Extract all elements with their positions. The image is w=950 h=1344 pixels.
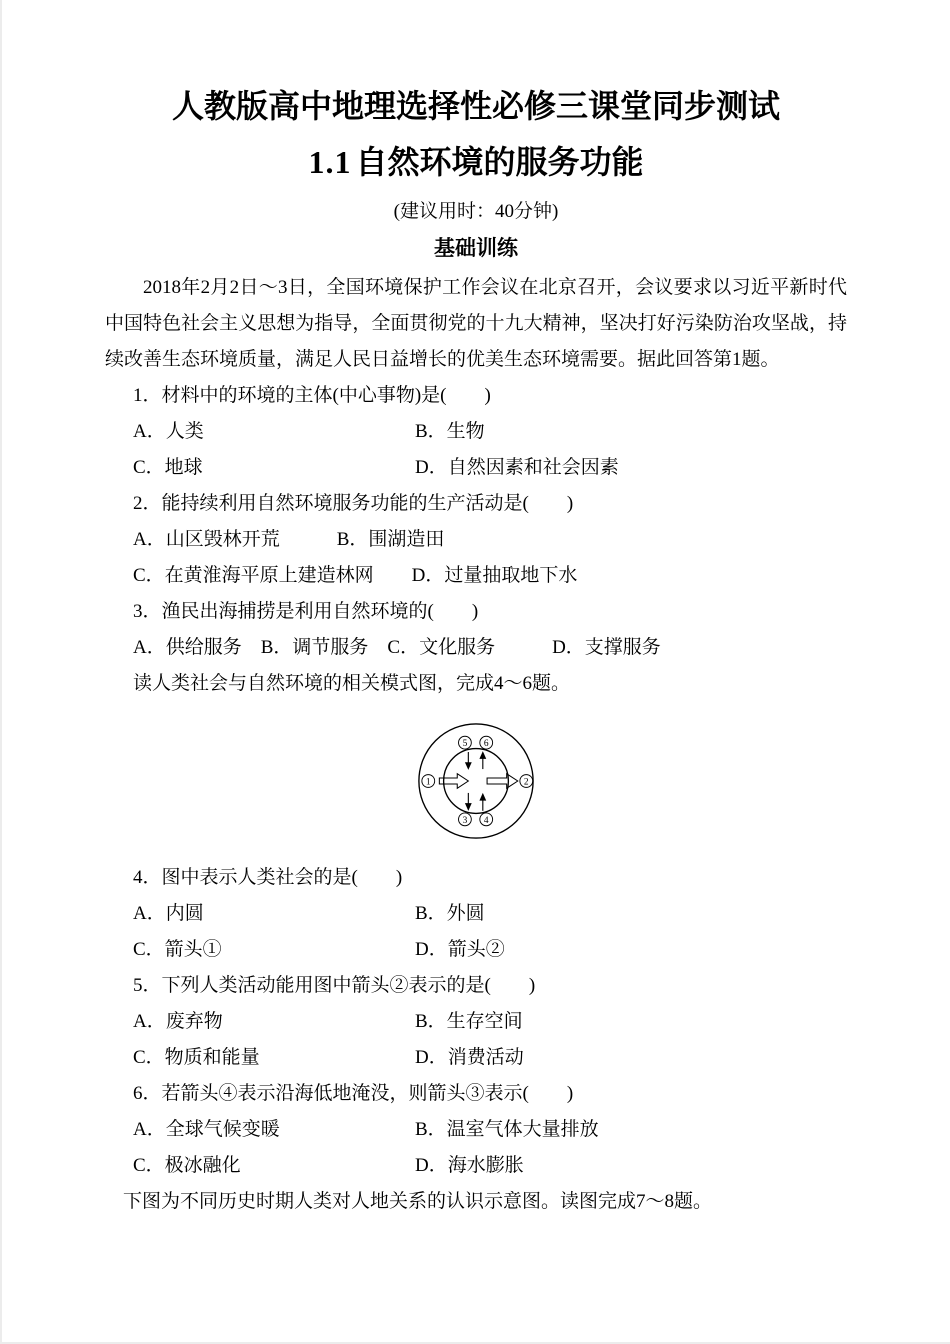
arrow-5-down-icon — [465, 752, 472, 770]
question-4-stem: 4．图中表示人类社会的是( ) — [133, 867, 403, 888]
option-c: C．箭头① — [133, 939, 222, 960]
option-a: A．全球气候变暖 — [133, 1119, 280, 1140]
question-2-options-row-2: C．在黄淮海平原上建造林网 D．过量抽取地下水 — [133, 565, 578, 586]
option-c: C．物质和能量 — [133, 1047, 260, 1068]
question-2 — [105, 486, 847, 594]
duration-note: (建议用时：40分钟) — [393, 201, 559, 222]
diagram-label-3 — [459, 813, 472, 826]
question-6 — [105, 1076, 847, 1184]
document-page — [105, 0, 847, 1220]
doc-subtitle-text: 自然环境的服务功能 — [355, 144, 644, 180]
question-4 — [105, 860, 847, 968]
arrow-6-up-icon — [479, 751, 486, 769]
model-diagram-figure — [105, 706, 847, 858]
option-d: D．消费活动 — [415, 1047, 524, 1068]
doc-subtitle-number: 1.1 — [308, 144, 352, 180]
option-b: B．生存空间 — [415, 1011, 523, 1032]
diagram-label-4 — [480, 813, 493, 826]
diagram-label-5 — [459, 736, 472, 749]
svg-text:1: 1 — [425, 777, 431, 788]
arrow-3-down-icon — [465, 793, 472, 811]
svg-text:4: 4 — [483, 815, 489, 826]
option-a: A．废弃物 — [133, 1011, 223, 1032]
question-1 — [105, 378, 847, 486]
question-2-stem: 2．能持续利用自然环境服务功能的生产活动是( ) — [133, 493, 574, 514]
option-c: C．极冰融化 — [133, 1155, 241, 1176]
read-note-2: 下图为不同历史时期人类对人地关系的认识示意图。读图完成7～8题。 — [123, 1191, 713, 1212]
model-diagram-svg — [336, 706, 616, 856]
question-6-options-row-2 — [105, 1148, 847, 1184]
doc-subtitle — [105, 140, 847, 184]
question-5-stem: 5．下列人类活动能用图中箭头②表示的是( ) — [133, 975, 536, 996]
question-4-options-row-1 — [105, 896, 847, 932]
question-1-options-row-2 — [105, 450, 847, 486]
option-c: C．地球 — [133, 457, 203, 478]
question-3 — [105, 594, 847, 666]
intro-paragraph: 2018年2月2日～3日，全国环境保护工作会议在北京召开，会议要求以习近平新时代中国特色社会主义思想为指导，全面贯彻党的十九大精神，坚决打好污染防治攻坚战，持续改善生态环境质量，满足人民日益增长的优美生态环境需要。据此回答第1题。 — [105, 277, 847, 370]
option-a: A．人类 — [133, 421, 204, 442]
option-d: D．海水膨胀 — [415, 1155, 524, 1176]
question-1-stem: 1．材料中的环境的主体(中心事物)是( ) — [133, 385, 491, 406]
inner-circle — [444, 749, 509, 814]
outer-circle — [419, 724, 533, 838]
option-a: A．内圆 — [133, 903, 204, 924]
section-header: 基础训练 — [434, 237, 518, 260]
diagram-label-1 — [422, 775, 435, 788]
option-b: B．外圆 — [415, 903, 485, 924]
svg-text:3: 3 — [462, 815, 468, 826]
question-5 — [105, 968, 847, 1076]
question-5-options-row-2 — [105, 1040, 847, 1076]
svg-text:6: 6 — [483, 739, 489, 750]
question-1-options-row-1 — [105, 414, 847, 450]
arrow-4-up-icon — [479, 793, 486, 811]
question-5-options-row-1 — [105, 1004, 847, 1040]
option-d: D．箭头② — [415, 939, 505, 960]
svg-text:2: 2 — [523, 777, 529, 788]
read-note-1: 读人类社会与自然环境的相关模式图，完成4～6题。 — [133, 673, 571, 694]
question-6-options-row-1 — [105, 1112, 847, 1148]
diagram-label-6 — [480, 736, 493, 749]
question-3-stem: 3．渔民出海捕捞是利用自然环境的( ) — [133, 601, 479, 622]
arrow-2-right-icon — [487, 774, 518, 788]
option-d: D．自然因素和社会因素 — [415, 457, 619, 478]
doc-title: 人教版高中地理选择性必修三课堂同步测试 — [171, 88, 780, 124]
option-b: B．温室气体大量排放 — [415, 1119, 599, 1140]
option-b: B．生物 — [415, 421, 485, 442]
question-4-options-row-2 — [105, 932, 847, 968]
question-6-stem: 6．若箭头④表示沿海低地淹没，则箭头③表示( ) — [133, 1083, 574, 1104]
diagram-label-2 — [520, 775, 533, 788]
question-3-options-row-1: A．供给服务 B．调节服务 C．文化服务 D．支撑服务 — [133, 637, 661, 658]
question-2-options-row-1: A．山区毁林开荒 B．围湖造田 — [133, 529, 445, 550]
svg-text:5: 5 — [462, 739, 468, 750]
